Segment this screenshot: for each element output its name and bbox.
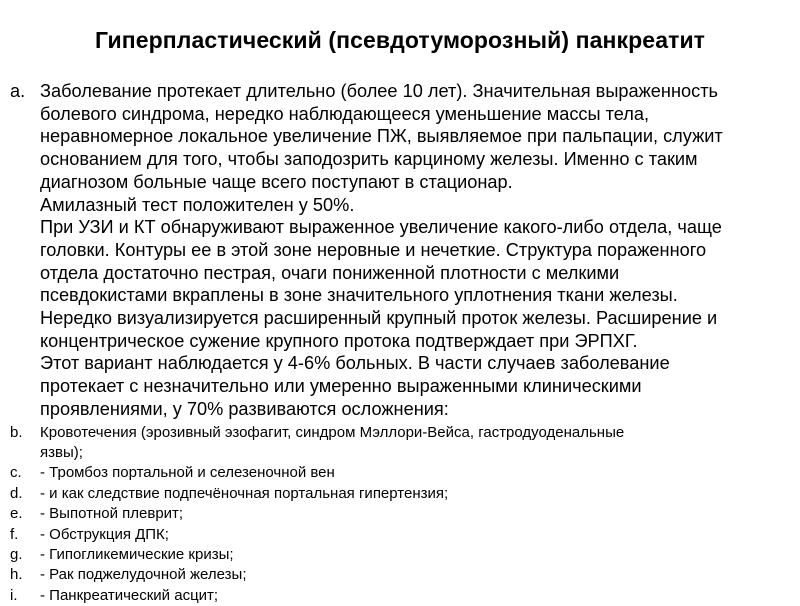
text-line: концентрическое сужение крупного протока подтверждает при ЭРПХГ. bbox=[40, 330, 638, 351]
text-line: Амилазный тест положителен у 50%. bbox=[40, 194, 355, 215]
content-list bbox=[10, 80, 795, 606]
text-line: головки. Контуры ее в этой зоне неровные и нечеткие. Структура пораженного bbox=[40, 239, 707, 260]
text-line: язвы); bbox=[40, 443, 83, 461]
text-line: - Выпотной плеврит; bbox=[40, 505, 184, 523]
page-title: Гиперпластический (псевдотуморозный) панкреатит bbox=[94, 27, 706, 53]
list-item-a bbox=[10, 80, 795, 421]
text-line: Кровотечения (эрозивный эзофагит, синдром Мэллори-Вейса, гастродуоденальные bbox=[40, 423, 625, 441]
text-line: основанием для того, чтобы заподозрить карциному железы. Именно с таким bbox=[40, 149, 698, 170]
text-line: болевого синдрома, нередко наблюдающееся уменьшение массы тела, bbox=[40, 103, 650, 124]
list-marker: i. bbox=[10, 586, 18, 604]
text-line: неравномерное локальное увеличение ПЖ, выявляемое при пальпации, служит bbox=[40, 126, 723, 147]
text-line: Нередко визуализируется расширенный крупный проток железы. Расширение и bbox=[40, 308, 718, 329]
list-item-f bbox=[10, 525, 795, 545]
list-item-i bbox=[10, 586, 795, 606]
list-marker: h. bbox=[10, 566, 23, 584]
text-line: - Рак поджелудочной железы; bbox=[40, 566, 247, 584]
list-marker: e. bbox=[10, 505, 23, 523]
list-item-d bbox=[10, 484, 795, 504]
list-marker: f. bbox=[10, 525, 19, 543]
list-item-b bbox=[10, 423, 795, 464]
text-line: псевдокистами вкраплены в зоне значительного уплотнения ткани железы. bbox=[40, 285, 678, 306]
list-item-g bbox=[10, 545, 795, 565]
list-marker: a. bbox=[10, 81, 26, 101]
text-line: - Тромбоз портальной и селезеночной вен bbox=[40, 464, 335, 482]
list-item-c bbox=[10, 463, 795, 483]
text-line: Этот вариант наблюдается у 4-6% больных. В части случаев заболевание bbox=[40, 353, 670, 374]
text-line: Заболевание протекает длительно (более 10 лет). Значительная выраженность bbox=[40, 81, 719, 101]
list-marker: d. bbox=[10, 484, 23, 502]
text-line: диагнозом больные чаще всего поступают в стационар. bbox=[40, 171, 513, 192]
list-item-e bbox=[10, 504, 795, 524]
text-line: - Обструкция ДПК; bbox=[40, 525, 169, 543]
text-line: отдела достаточно пестрая, очаги пониженной плотности с мелкими bbox=[40, 262, 620, 283]
list-item-h bbox=[10, 565, 795, 585]
list-marker: c. bbox=[10, 464, 22, 482]
text-line: - Гипогликемические кризы; bbox=[40, 545, 234, 563]
text-line: - Панкреатический асцит; bbox=[40, 586, 219, 604]
list-marker: g. bbox=[10, 545, 23, 563]
text-line: - и как следствие подпечёночная портальная гипертензия; bbox=[40, 484, 449, 502]
text-line: протекает с незначительно или умеренно выраженными клиническими bbox=[40, 376, 642, 397]
list-marker: b. bbox=[10, 423, 23, 441]
text-line: При УЗИ и КТ обнаруживают выраженное увеличение какого-либо отдела, чаще bbox=[40, 217, 722, 238]
text-line: проявлениями, у 70% развиваются осложнения: bbox=[40, 398, 449, 419]
